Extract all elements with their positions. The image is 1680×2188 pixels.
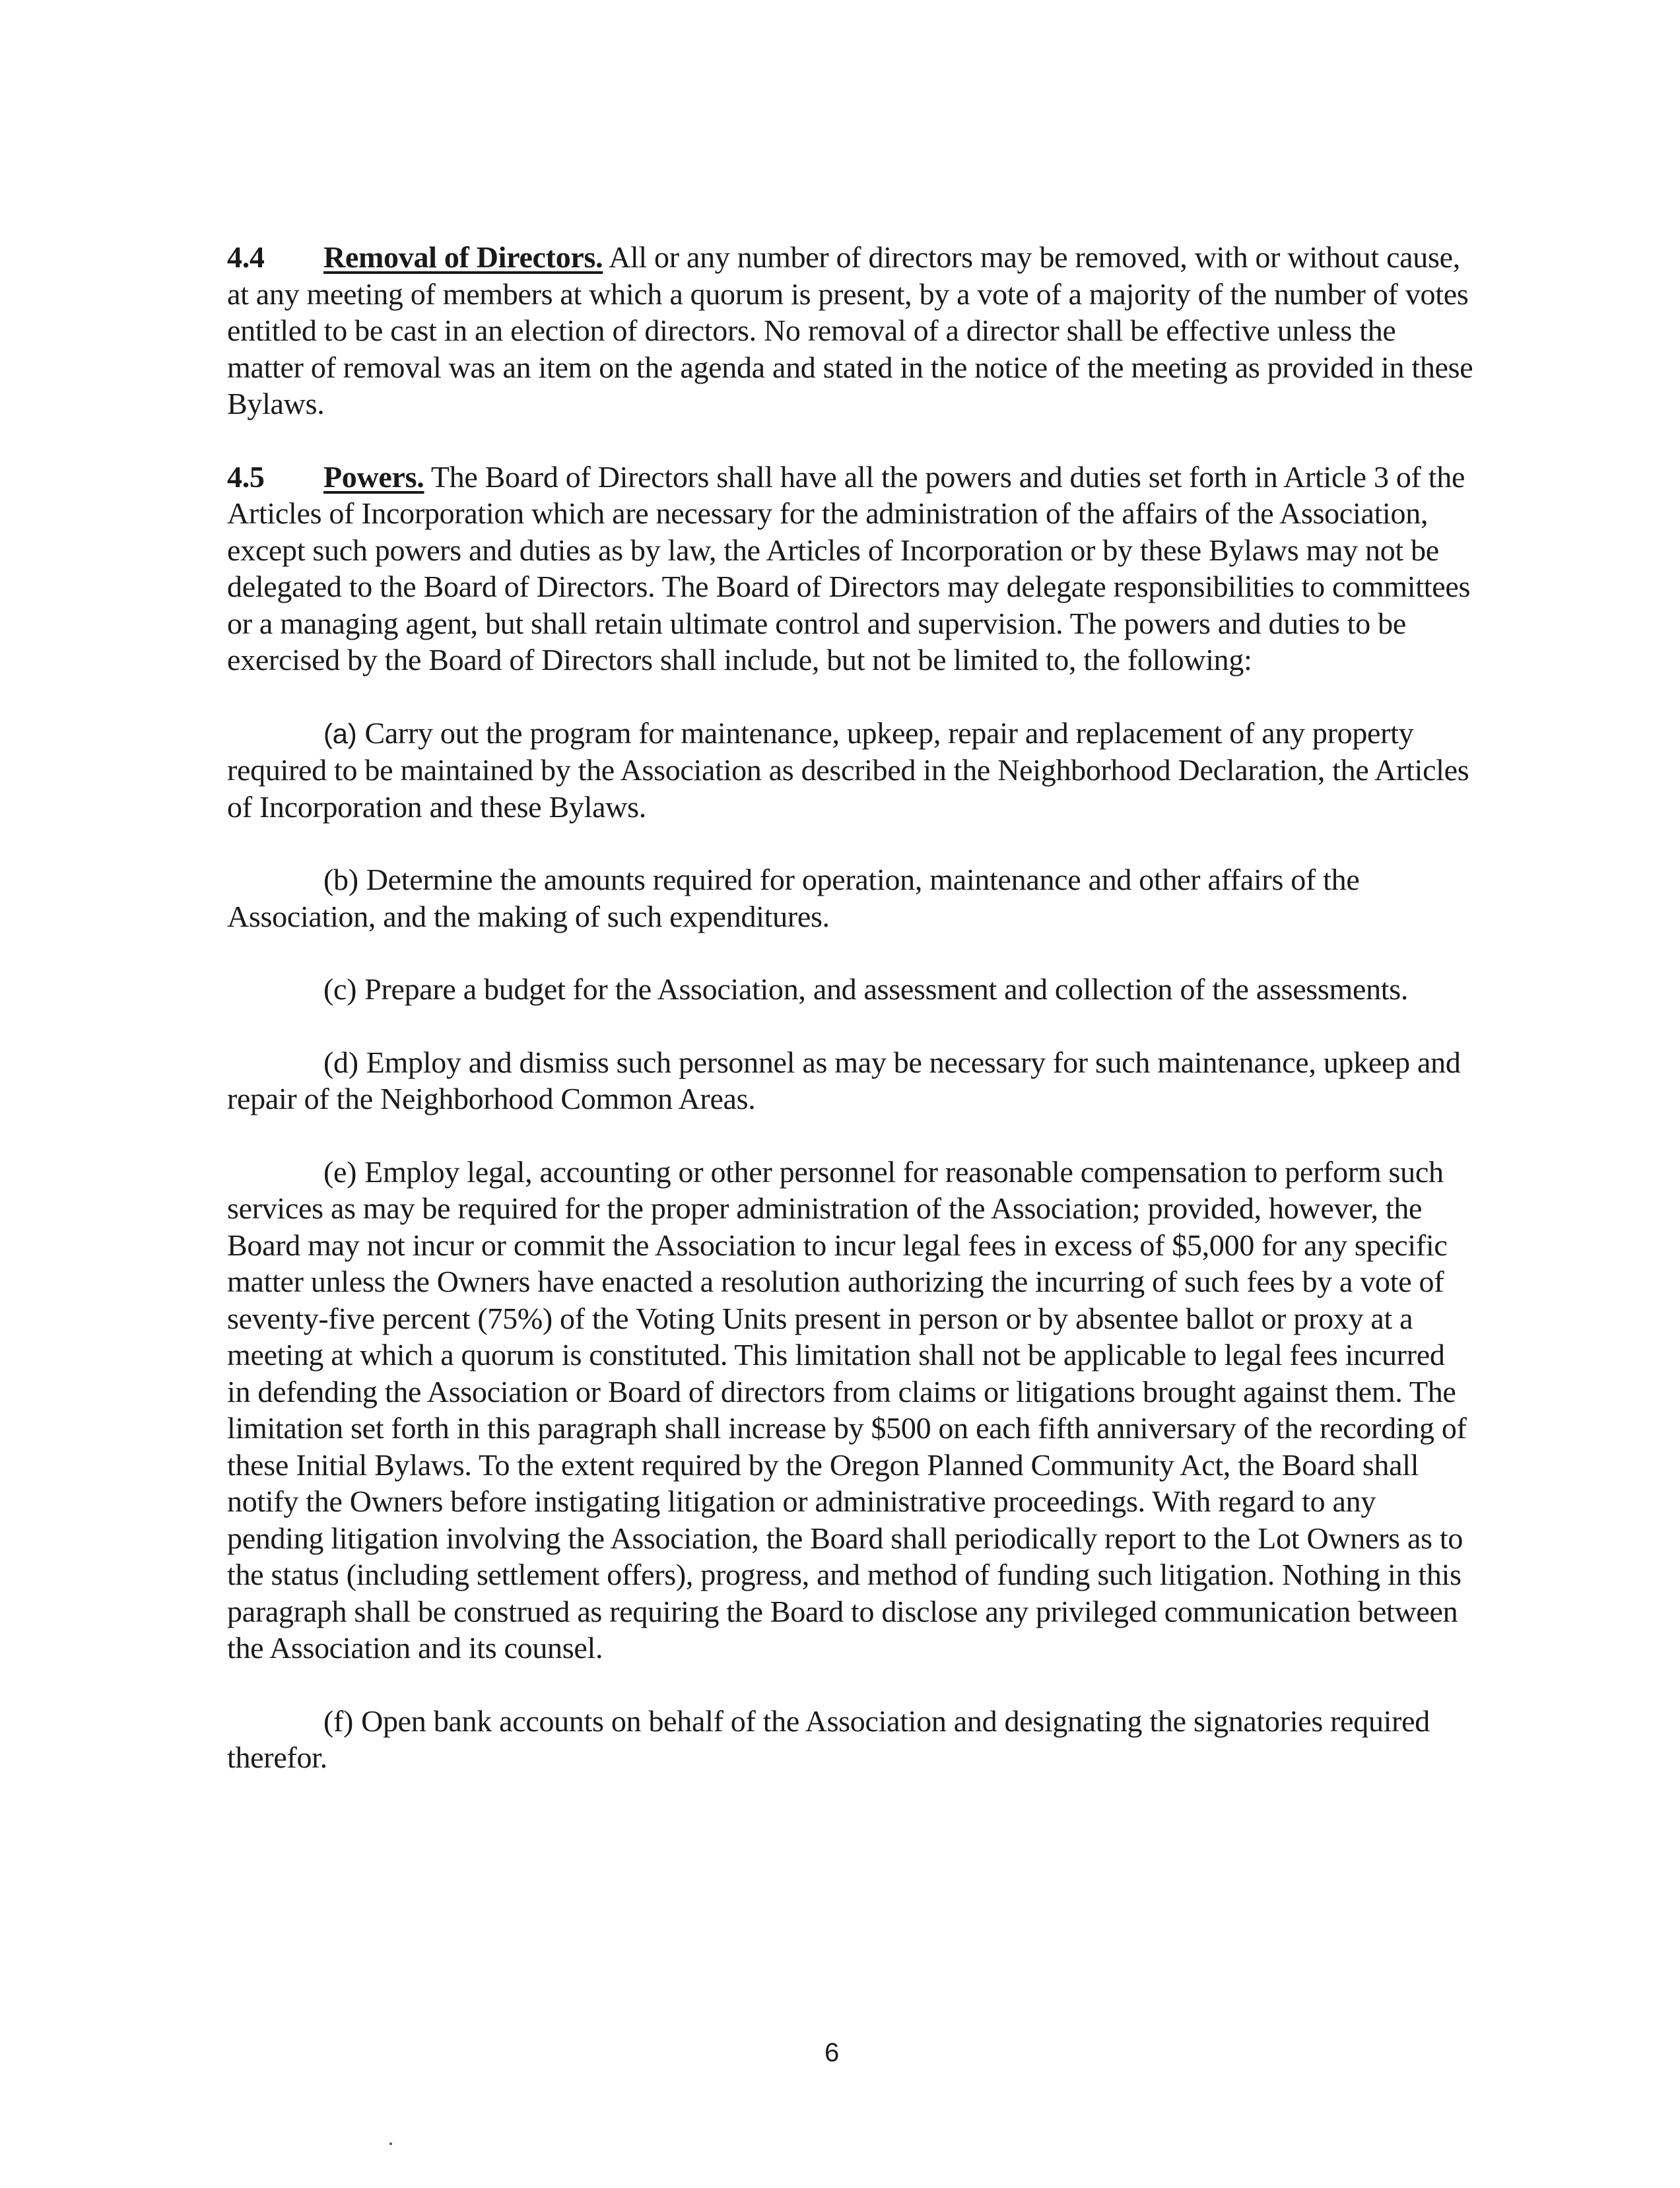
subparagraph-b <box>227 861 1475 935</box>
subparagraph-text: Employ legal, accounting or other personnel for reasonable compensation to perform such services as may be required for the proper administration of the Association; provided, however, the Board may not incur or commit the Association to incur legal fees in excess of $5,000 for any specific matter unless the Owners have enacted a resolution authorizing the incurring of such fees by a vote of seventy-five percent (75%) of the Voting Units present in person or by absentee ballot or proxy at a meeting at which a quorum is constituted. This limitation shall not be applicable to legal fees incurred in defending the Association or Board of directors from claims or litigations brought against them. The limitation set forth in this paragraph shall increase by $500 on each fifth anniversary of the recording of these Initial Bylaws. To the extent required by the Oregon Planned Community Act, the Board shall notify the Owners before instigating litigation or administrative proceedings. With regard to any pending litigation involving the Association, the Board shall periodically report to the Lot Owners as to the status (including settlement offers), progress, and method of funding such litigation. Nothing in this paragraph shall be construed as requiring the Board to disclose any privileged communication between the Association and its counsel. <box>227 1154 1467 1665</box>
section-number: 4.5 <box>227 459 265 494</box>
subparagraph-f <box>227 1703 1475 1776</box>
section-4-4-removal-of-directors <box>227 239 1475 422</box>
subparagraph-text: Determine the amounts required for operation, maintenance and other affairs of the Association, and the making of such expenditures. <box>227 863 1360 933</box>
subparagraph-marker: (d) <box>323 1045 358 1079</box>
subparagraph-c <box>227 971 1475 1008</box>
section-4-5-powers <box>227 459 1475 679</box>
subparagraph-d <box>227 1044 1475 1117</box>
subparagraph-marker: (e) <box>323 1154 357 1189</box>
subparagraph-e <box>227 1154 1475 1667</box>
subparagraph-text: Carry out the program for maintenance, upkeep, repair and replacement of any property required to be maintained by the Association as described in the Neighborhood Declaration, the Articles of Incorporation and these Bylaws. <box>227 715 1469 824</box>
scan-speck <box>389 2142 392 2145</box>
subparagraph-a <box>227 715 1475 826</box>
subparagraph-text: Open bank accounts on behalf of the Association and designating the signatories required therefor. <box>227 1704 1430 1774</box>
section-text: All or any number of directors may be removed, with or without cause, at any meeting of members at which a quorum is present, by a vote of a majority of the number of votes entitled to be cast in an election of directors. No removal of a director shall be effective unless the matter of removal was an item on the agenda and stated in the notice of the meeting as provided in these Bylaws. <box>227 240 1473 420</box>
subparagraph-marker: (a) <box>323 717 357 749</box>
section-title: Powers. <box>323 459 424 494</box>
subparagraph-text: Employ and dismiss such personnel as may be necessary for such maintenance, upkeep and repair of the Neighborhood Common Areas. <box>227 1045 1461 1115</box>
section-text: The Board of Directors shall have all the powers and duties set forth in Article 3 of the Articles of Incorporation which are necessary for the administration of the affairs of the Association, except such powers and duties as by law, the Articles of Incorporation or by these Bylaws may not be delegated to the Board of Directors. The Board of Directors may delegate responsibilities to committees or a managing agent, but shall retain ultimate control and supervision. The powers and duties to be exercised by the Board of Directors shall include, but not be limited to, the following: <box>227 459 1471 677</box>
section-title: Removal of Directors. <box>323 240 603 274</box>
subparagraph-marker: (c) <box>323 972 357 1006</box>
subparagraph-text: Prepare a budget for the Association, and assessment and collection of the assessments. <box>364 972 1409 1006</box>
subparagraph-marker: (b) <box>323 863 358 896</box>
subparagraph-marker: (f) <box>323 1704 354 1738</box>
document-body <box>227 239 1475 1812</box>
page-number: 6 <box>824 2038 840 2067</box>
section-number: 4.4 <box>227 240 265 274</box>
